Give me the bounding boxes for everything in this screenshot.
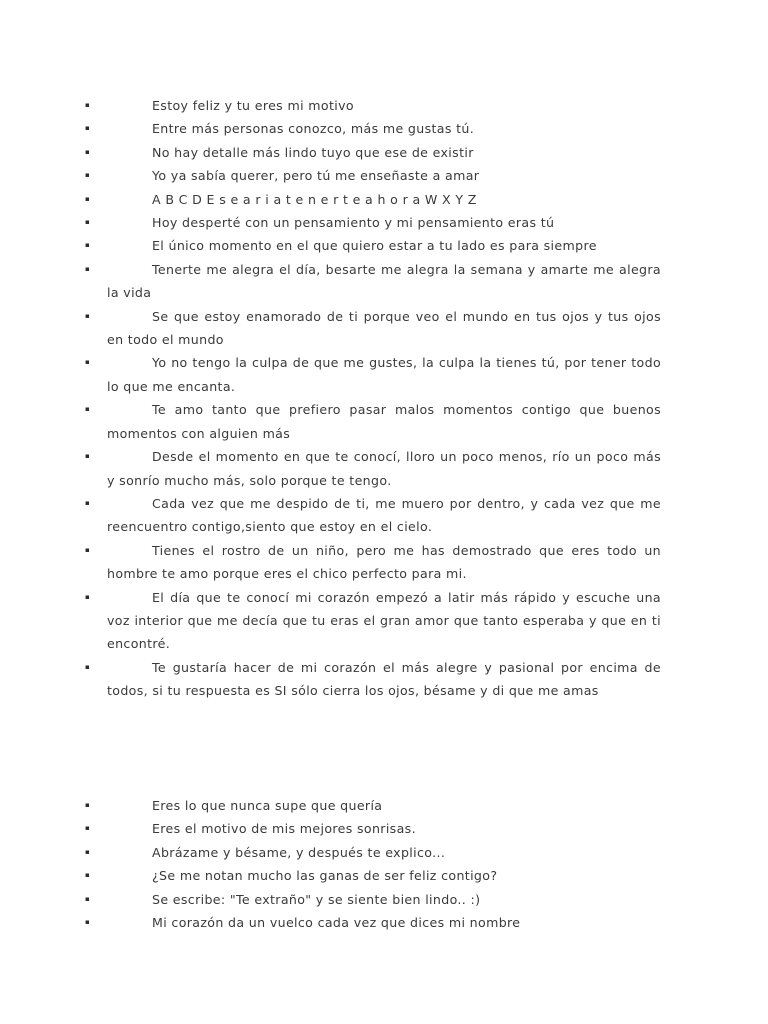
list-item-text: Estoy feliz y tu eres mi motivo — [152, 98, 354, 113]
bullet-icon: ▪ — [85, 918, 91, 927]
list-item-text: Yo no tengo la culpa de que me gustes, la culpa la tienes tú, por tener todo lo que me encanta. — [107, 355, 661, 394]
bullet-icon: ▪ — [85, 241, 91, 250]
bullet-icon: ▪ — [85, 311, 91, 320]
list-item-text: No hay detalle más lindo tuyo que ese de existir — [152, 144, 474, 160]
list-item-text: Se que estoy enamorado de ti porque veo el mundo en tus ojos y tus ojos en todo el mundo — [107, 308, 661, 348]
list-item-text: Yo ya sabía querer, pero tú me enseñaste a amar — [152, 168, 480, 184]
list-item-text: Eres lo que nunca supe que quería — [152, 798, 383, 813]
list-item — [0, 305, 768, 352]
list-item — [0, 864, 768, 887]
list-item-text: Eres el motivo de mis mejores sonrisas. — [152, 821, 416, 837]
list-item — [0, 211, 768, 234]
bullet-icon: ▪ — [85, 264, 91, 273]
list-item — [0, 351, 768, 398]
bullet-icon: ▪ — [85, 405, 91, 414]
list-item — [0, 841, 768, 864]
bullet-icon: ▪ — [85, 662, 91, 671]
bullet-icon: ▪ — [85, 358, 91, 367]
bullet-icon: ▪ — [85, 801, 91, 809]
list-item-text: Cada vez que me despido de ti, me muero por dentro, y cada vez que me reencuentro contigo,siento que estoy en el cielo. — [107, 495, 661, 535]
list-item — [0, 492, 768, 539]
list-item-text: El único momento en el que quiero estar a tu lado es para siempre — [152, 238, 597, 254]
list-item — [0, 911, 768, 934]
list-item — [0, 398, 768, 445]
bullet-icon: ▪ — [85, 871, 91, 880]
list-item — [0, 234, 768, 257]
list-item-text: Hoy desperté con un pensamiento y mi pensamiento eras tú — [152, 215, 555, 231]
bullet-icon: ▪ — [85, 101, 91, 109]
list-item — [0, 141, 768, 164]
list-item — [0, 817, 768, 840]
bullet-icon: ▪ — [85, 452, 91, 461]
list-item — [0, 164, 768, 187]
bullet-icon: ▪ — [85, 194, 91, 203]
list-item-text: Mi corazón da un vuelco cada vez que dices mi nombre — [152, 915, 521, 931]
bullet-icon: ▪ — [85, 847, 91, 856]
bullet-icon: ▪ — [85, 218, 91, 227]
phrase-list-primary — [0, 94, 768, 703]
list-item-text: Te amo tanto que prefiero pasar malos momentos contigo que buenos momentos con alguien más — [107, 402, 661, 441]
bullet-icon: ▪ — [85, 498, 91, 507]
list-item-text: Tenerte me alegra el día, besarte me alegra la semana y amarte me alegra la vida — [107, 261, 661, 301]
list-item — [0, 539, 768, 586]
list-item — [0, 656, 768, 703]
bullet-icon: ▪ — [85, 545, 91, 554]
list-item-text: Se escribe: "Te extraño" y se siente bien lindo.. :) — [152, 891, 481, 907]
list-item-text: A B C D E s e a r i a t e n e r t e a h o r a W X Y Z — [152, 191, 477, 207]
list-item-text: Te gustaría hacer de mi corazón el más alegre y pasional por encima de todos, si tu respuesta es SI sólo cierra los ojos, bésame y di que me amas — [107, 659, 661, 699]
bullet-icon: ▪ — [85, 171, 91, 180]
list-item — [0, 258, 768, 305]
list-item — [0, 586, 768, 656]
bullet-icon: ▪ — [85, 147, 91, 156]
bullet-icon: ▪ — [85, 592, 91, 601]
bullet-icon: ▪ — [85, 824, 91, 833]
bullet-icon: ▪ — [85, 894, 91, 903]
list-item-text: ¿Se me notan mucho las ganas de ser feliz contigo? — [152, 868, 498, 884]
phrase-list-secondary — [0, 794, 768, 934]
list-item-text: Abrázame y bésame, y después te explico... — [152, 844, 446, 860]
list-item — [0, 117, 768, 140]
list-item-text: El día que te conocí mi corazón empezó a latir más rápido y escuche una voz interior que me decía que tu eras el gran amor que tanto esperaba y que en ti encontré. — [107, 589, 661, 652]
list-item — [0, 888, 768, 911]
list-item — [0, 94, 768, 117]
list-item — [0, 794, 768, 817]
list-item-text: Tienes el rostro de un niño, pero me has demostrado que eres todo un hombre te amo porque eres el chico perfecto para mi. — [107, 542, 661, 582]
bullet-icon: ▪ — [85, 124, 91, 133]
list-item-text: Entre más personas conozco, más me gustas tú. — [152, 121, 475, 137]
list-item-text: Desde el momento en que te conocí, lloro un poco menos, río un poco más y sonrío mucho más, solo porque te tengo. — [107, 449, 661, 488]
list-item — [0, 445, 768, 492]
list-item — [0, 188, 768, 211]
